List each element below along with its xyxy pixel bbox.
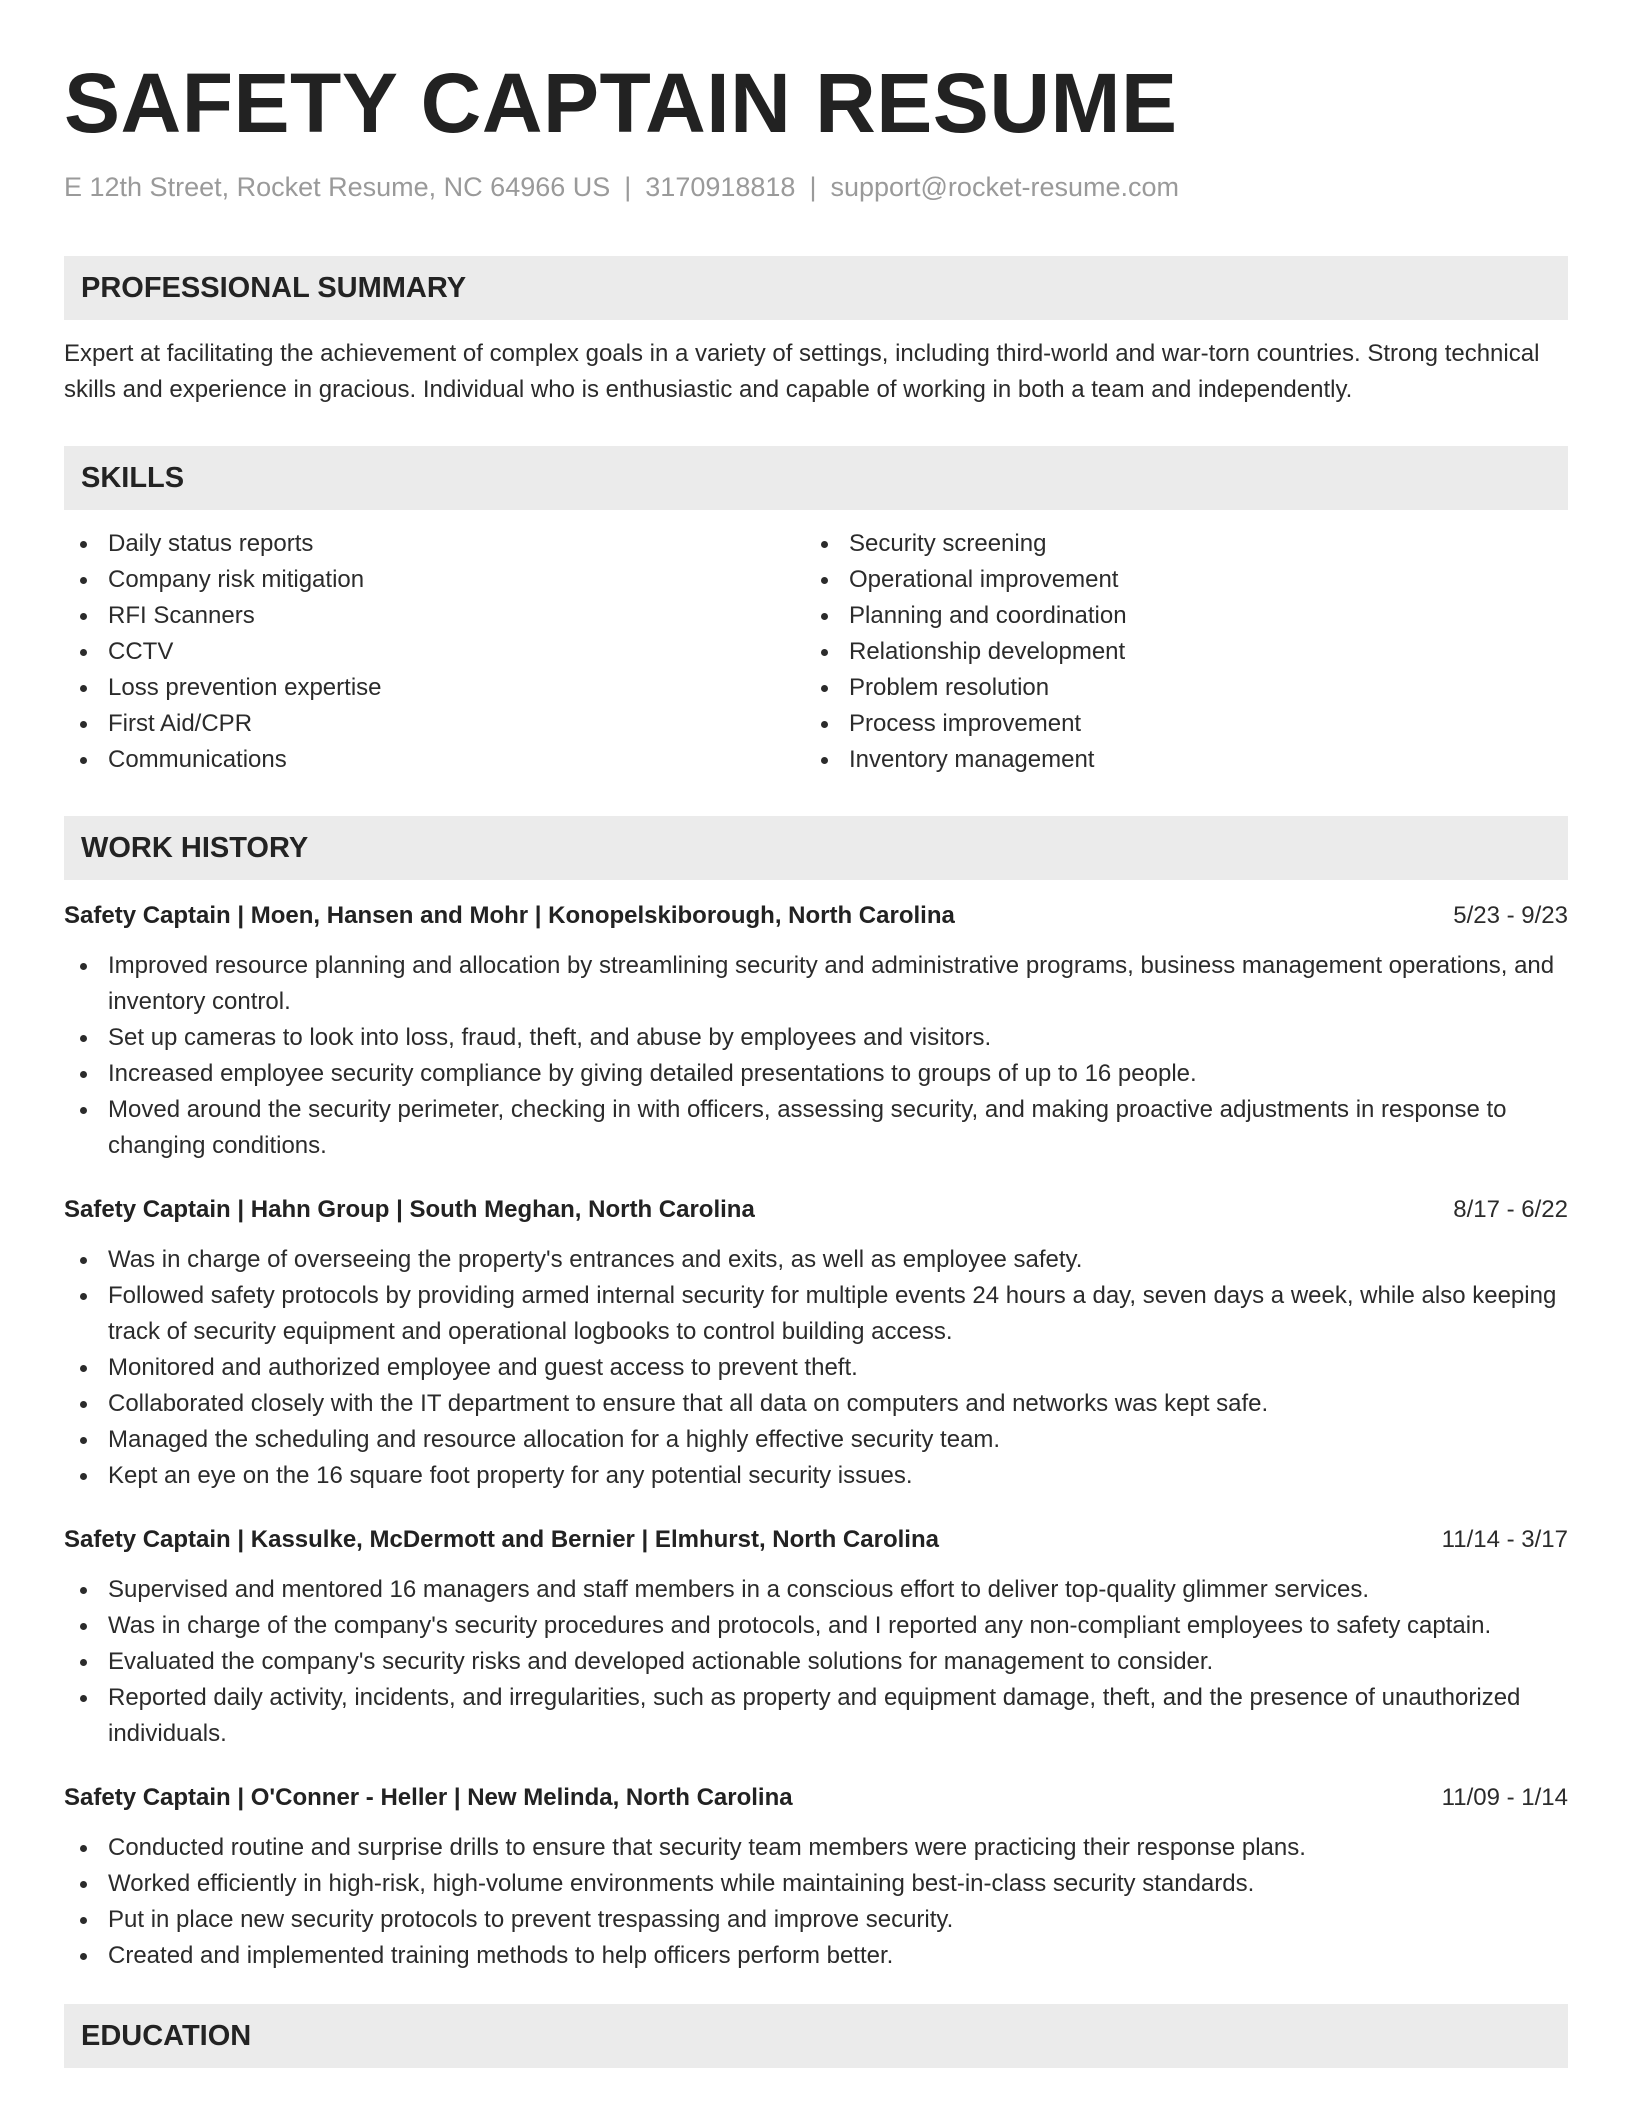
job-header (64, 1780, 1568, 1816)
skill-item: Loss prevention expertise (64, 670, 805, 706)
job-title: Safety Captain | Kassulke, McDermott and Bernier | Elmhurst, North Carolina (64, 1526, 939, 1553)
contact-line (64, 170, 1568, 204)
contact-address: E 12th Street, Rocket Resume, NC 64966 US (64, 172, 611, 202)
job-dates: 5/23 - 9/23 (1453, 902, 1568, 929)
job-bullet: Created and implemented training methods to help officers perform better. (64, 1938, 1568, 1974)
job-bullet: Conducted routine and surprise drills to ensure that security team members were practicing their response plans. (64, 1830, 1568, 1866)
skill-item: First Aid/CPR (64, 706, 805, 742)
job-bullet: Followed safety protocols by providing armed internal security for multiple events 24 hours a day, seven days a week, while also keeping track of security equipment and operational logbooks to control building access. (64, 1278, 1568, 1350)
work-history-list (64, 898, 1568, 1974)
job-bullets (64, 1830, 1568, 1974)
skills-column-left (64, 526, 805, 778)
job-title: Safety Captain | Hahn Group | South Meghan, North Carolina (64, 1196, 755, 1223)
section-header-work-history: WORK HISTORY (64, 816, 1568, 880)
section-header-summary: PROFESSIONAL SUMMARY (64, 256, 1568, 320)
job-bullet: Collaborated closely with the IT department to ensure that all data on computers and networks was kept safe. (64, 1386, 1568, 1422)
skill-item: Planning and coordination (805, 598, 1546, 634)
job-bullet: Monitored and authorized employee and guest access to prevent theft. (64, 1350, 1568, 1386)
job-header (64, 1522, 1568, 1558)
job-dates: 8/17 - 6/22 (1453, 1196, 1568, 1223)
job-entry (64, 1192, 1568, 1494)
job-bullet: Managed the scheduling and resource allocation for a highly effective security team. (64, 1422, 1568, 1458)
resume-title: SAFETY CAPTAIN RESUME (64, 56, 1178, 150)
skill-item: Daily status reports (64, 526, 805, 562)
skill-item: Company risk mitigation (64, 562, 805, 598)
job-entry (64, 1780, 1568, 1974)
job-title: Safety Captain | O'Conner - Heller | New Melinda, North Carolina (64, 1784, 793, 1811)
skill-item: RFI Scanners (64, 598, 805, 634)
job-bullet: Reported daily activity, incidents, and irregularities, such as property and equipment damage, theft, and the presence of unauthorized individuals. (64, 1680, 1568, 1752)
job-bullet: Supervised and mentored 16 managers and staff members in a conscious effort to deliver top-quality glimmer services. (64, 1572, 1568, 1608)
job-header (64, 1192, 1568, 1228)
job-bullet: Improved resource planning and allocation by streamlining security and administrative programs, business management operations, and inventory control. (64, 948, 1568, 1020)
contact-email: support@rocket-resume.com (830, 172, 1179, 202)
job-dates: 11/14 - 3/17 (1441, 1526, 1568, 1553)
job-bullet: Set up cameras to look into loss, fraud, theft, and abuse by employees and visitors. (64, 1020, 1568, 1056)
section-header-education: EDUCATION (64, 2004, 1568, 2068)
job-header (64, 898, 1568, 934)
contact-separator: | (809, 172, 817, 202)
contact-phone: 3170918818 (645, 172, 796, 202)
job-bullet: Was in charge of the company's security procedures and protocols, and I reported any non-compliant employees to safety captain. (64, 1608, 1568, 1644)
job-bullet: Kept an eye on the 16 square foot property for any potential security issues. (64, 1458, 1568, 1494)
skill-item: Relationship development (805, 634, 1546, 670)
job-bullet: Increased employee security compliance by giving detailed presentations to groups of up to 16 people. (64, 1056, 1568, 1092)
job-bullet: Worked efficiently in high-risk, high-volume environments while maintaining best-in-class security standards. (64, 1866, 1568, 1902)
skills-column-right (805, 526, 1546, 778)
job-title: Safety Captain | Moen, Hansen and Mohr | Konopelskiborough, North Carolina (64, 902, 955, 929)
job-entry (64, 1522, 1568, 1752)
job-bullet: Was in charge of overseeing the property's entrances and exits, as well as employee safety. (64, 1242, 1568, 1278)
skill-item: Communications (64, 742, 805, 778)
skill-item: Problem resolution (805, 670, 1546, 706)
job-bullet: Put in place new security protocols to prevent trespassing and improve security. (64, 1902, 1568, 1938)
contact-separator: | (624, 172, 632, 202)
skill-item: CCTV (64, 634, 805, 670)
job-bullets (64, 1242, 1568, 1494)
job-bullet: Moved around the security perimeter, checking in with officers, assessing security, and making proactive adjustments in response to changing conditions. (64, 1092, 1568, 1164)
job-bullets (64, 1572, 1568, 1752)
skill-item: Operational improvement (805, 562, 1546, 598)
job-bullet: Evaluated the company's security risks and developed actionable solutions for management to consider. (64, 1644, 1568, 1680)
skills-list (64, 526, 1568, 778)
job-bullets (64, 948, 1568, 1164)
summary-text: Expert at facilitating the achievement of complex goals in a variety of settings, including third-world and war-torn countries. Strong technical skills and experience in gracious. Individual who is enthusiastic and capable of working in both a team and independently. (64, 340, 1540, 403)
skill-item: Process improvement (805, 706, 1546, 742)
section-header-skills: SKILLS (64, 446, 1568, 510)
job-entry (64, 898, 1568, 1164)
skill-item: Inventory management (805, 742, 1546, 778)
skill-item: Security screening (805, 526, 1546, 562)
job-dates: 11/09 - 1/14 (1441, 1784, 1568, 1811)
